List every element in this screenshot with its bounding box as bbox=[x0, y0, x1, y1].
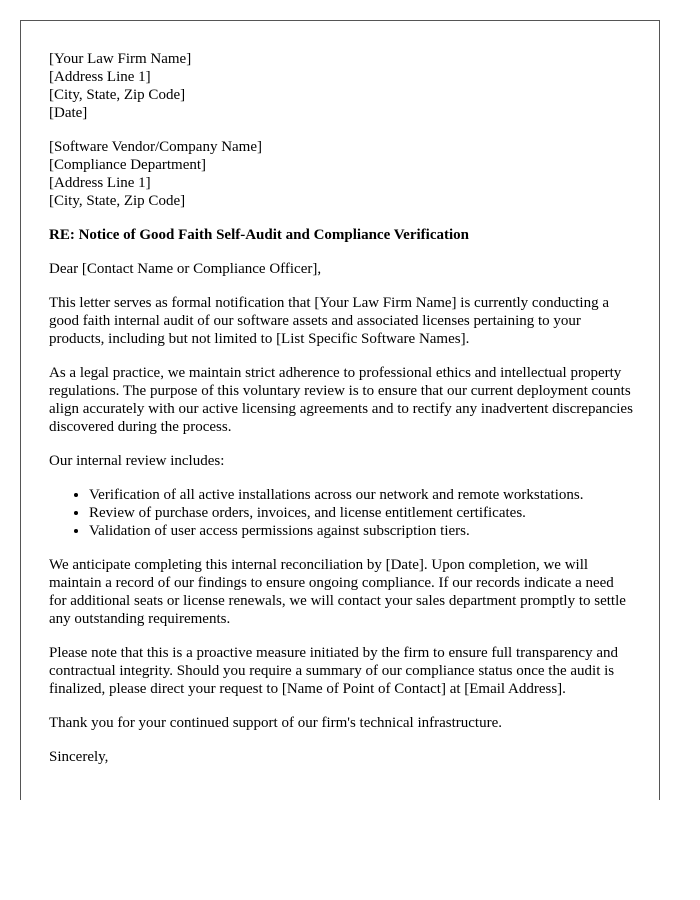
sender-address-block bbox=[49, 50, 635, 122]
body-paragraph-thanks: Thank you for your continued support of our firm's technical infrastructure. bbox=[49, 715, 502, 731]
recipient-city-state-zip: [City, State, Zip Code] bbox=[49, 193, 186, 209]
recipient-address-block bbox=[49, 138, 635, 210]
salutation: Dear [Contact Name or Compliance Officer], bbox=[49, 261, 322, 277]
body-paragraph-timeline: We anticipate completing this internal reconciliation by [Date]. Upon completion, we will maintain a record of our findings to ensure ongoing compliance. If our records indicate a need for additional seats or license renewals, we will contact your sales department promptly to settle any outstanding requirements. bbox=[49, 557, 626, 627]
list-item: • Verification of all active installations across our network and remote workstations. bbox=[89, 486, 635, 504]
letter-page bbox=[20, 20, 660, 800]
recipient-company-name: [Software Vendor/Company Name] bbox=[49, 139, 263, 155]
recipient-department: [Compliance Department] bbox=[49, 157, 207, 173]
subject-line: RE: Notice of Good Faith Self-Audit and Compliance Verification bbox=[49, 227, 469, 243]
body-paragraph-purpose: As a legal practice, we maintain strict adherence to professional ethics and intellectual property regulations. The purpose of this voluntary review is to ensure that our current deployment counts align accurately with our active licensing agreements and to rectify any inadvertent discrepancies discovered during the process. bbox=[49, 365, 633, 435]
sender-address-line-1: [Address Line 1] bbox=[49, 69, 151, 85]
list-item: • Review of purchase orders, invoices, and license entitlement certificates. bbox=[89, 504, 635, 522]
body-paragraph-review-intro: Our internal review includes: bbox=[49, 453, 225, 469]
sender-city-state-zip: [City, State, Zip Code] bbox=[49, 87, 186, 103]
sign-off: Sincerely, bbox=[49, 749, 109, 765]
review-items-list bbox=[49, 486, 635, 540]
list-item: • Validation of user access permissions against subscription tiers. bbox=[89, 522, 635, 540]
body-paragraph-intro: This letter serves as formal notification that [Your Law Firm Name] is currently conducting a good faith internal audit of our software assets and associated licenses pertaining to your products, including but not limited to [List Specific Software Names]. bbox=[49, 295, 609, 347]
recipient-address-line-1: [Address Line 1] bbox=[49, 175, 151, 191]
sender-firm-name: [Your Law Firm Name] bbox=[49, 51, 192, 67]
sender-date: [Date] bbox=[49, 105, 88, 121]
body-paragraph-transparency: Please note that this is a proactive measure initiated by the firm to ensure full transparency and contractual integrity. Should you require a summary of our compliance status once the audit is finalized, please direct your request to [Name of Point of Contact] at [Email Address]. bbox=[49, 645, 618, 697]
